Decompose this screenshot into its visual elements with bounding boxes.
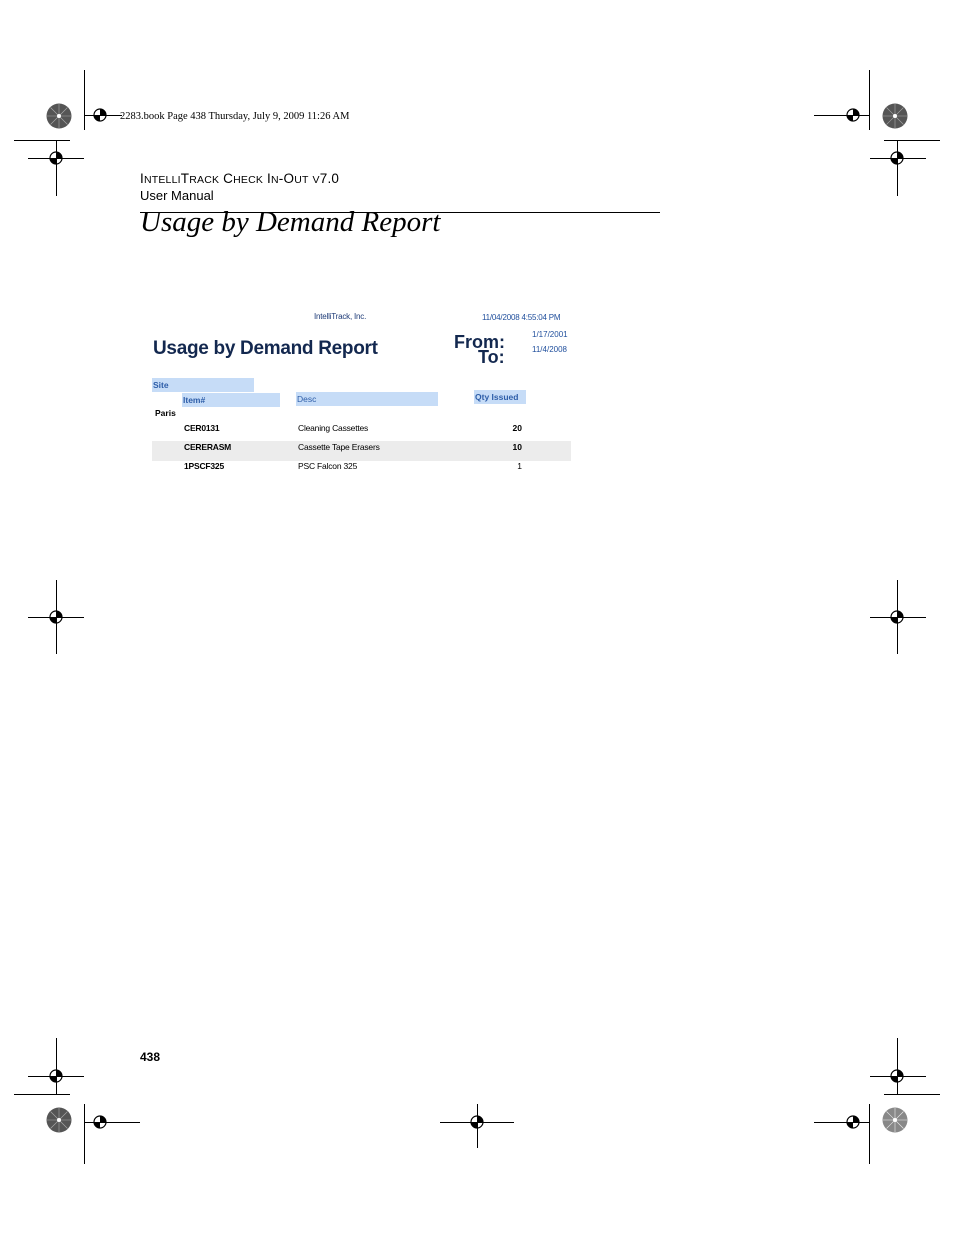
- crop-line: [56, 140, 57, 196]
- page-number: 438: [140, 1050, 161, 1064]
- column-header-item: Item#: [182, 393, 280, 407]
- crop-line: [84, 70, 85, 130]
- print-slug: 2283.book Page 438 Thursday, July 9, 2009 11:26 AM: [120, 111, 350, 122]
- report-printed-datetime: 11/04/2008 4:55:04 PM: [482, 313, 561, 322]
- crop-line: [14, 140, 70, 141]
- registration-target-icon: [469, 1114, 485, 1130]
- registration-target-icon: [48, 609, 64, 625]
- product-version-prefix: V: [312, 174, 320, 186]
- report-from-date: 1/17/2001: [532, 330, 568, 339]
- registration-target-icon: [889, 609, 905, 625]
- crop-line: [869, 1104, 870, 1164]
- product-name-part: C: [223, 171, 234, 186]
- crop-line: [84, 1104, 85, 1164]
- product-name-part: O: [283, 171, 295, 186]
- crop-line: [14, 1094, 70, 1095]
- product-name-part: HECK: [233, 174, 264, 186]
- crop-line: [884, 140, 940, 141]
- crop-line: [884, 1094, 940, 1095]
- cell-qty: 1: [517, 461, 522, 471]
- crop-line: [814, 1122, 870, 1123]
- crop-line: [56, 1038, 57, 1094]
- product-name: [140, 171, 339, 186]
- cell-desc: PSC Falcon 325: [298, 461, 358, 471]
- product-name-part: RACK: [189, 174, 220, 186]
- report-to-date: 11/4/2008: [532, 345, 567, 354]
- product-name-part: I: [267, 171, 271, 186]
- crop-line: [814, 115, 870, 116]
- product-name-part: T: [180, 171, 190, 186]
- product-name-part: NTELLI: [143, 174, 181, 186]
- product-name-part: I: [140, 171, 144, 186]
- starburst-target-icon: [882, 1107, 908, 1133]
- column-header-qty: Qty Issued: [474, 390, 526, 404]
- registration-target-icon: [845, 1114, 861, 1130]
- starburst-target-icon: [46, 1107, 72, 1133]
- cell-desc: Cassette Tape Erasers: [298, 442, 380, 452]
- cell-item: 1PSCF325: [184, 461, 224, 471]
- column-header-site: Site: [152, 378, 254, 392]
- cell-item: CERERASM: [184, 442, 232, 452]
- registration-target-icon: [889, 1068, 905, 1084]
- report-from-label: From:: [454, 332, 505, 352]
- crop-line: [897, 1038, 898, 1094]
- starburst-target-icon: [46, 103, 72, 129]
- registration-target-icon: [48, 1068, 64, 1084]
- section-title: Usage by Demand Report: [140, 206, 441, 238]
- cell-item: CER0131: [184, 423, 220, 433]
- cell-qty: 20: [512, 423, 522, 433]
- starburst-target-icon: [882, 103, 908, 129]
- registration-target-icon: [48, 150, 64, 166]
- report-title: Usage by Demand Report: [153, 338, 378, 359]
- site-group-label: Paris: [155, 408, 176, 418]
- product-name-part: -: [278, 171, 284, 186]
- registration-target-icon: [889, 150, 905, 166]
- registration-target-icon: [845, 107, 861, 123]
- product-version: 7.0: [319, 171, 340, 186]
- registration-target-icon: [92, 1114, 108, 1130]
- report-company: IntelliTrack, Inc.: [314, 312, 367, 321]
- product-name-part: UT: [294, 174, 309, 186]
- report-to-label: To:: [478, 347, 505, 367]
- product-name-part: N: [270, 174, 279, 186]
- column-header-desc: Desc: [296, 392, 438, 406]
- crop-line: [869, 70, 870, 130]
- cell-qty: 10: [512, 442, 522, 452]
- manual-subtitle: User Manual: [140, 188, 214, 203]
- crop-line: [897, 140, 898, 196]
- cell-desc: Cleaning Cassettes: [298, 423, 369, 433]
- registration-target-icon: [92, 107, 108, 123]
